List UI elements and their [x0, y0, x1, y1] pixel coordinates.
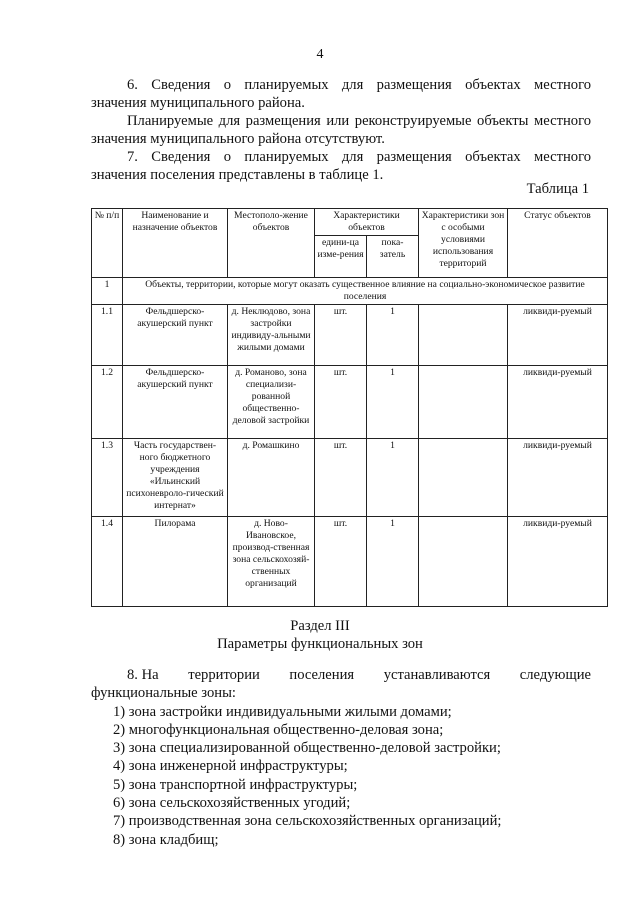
header-location: Местополо-жение объектов — [228, 209, 315, 278]
row-zones — [419, 439, 508, 517]
row-value: 1 — [367, 439, 419, 517]
header-num: № п/п — [92, 209, 123, 278]
zones-intro-word: территории — [188, 667, 260, 683]
page-number: 4 — [316, 47, 324, 62]
row-location: д. Ново-Ивановское, производ-ственная зона сельскохозяй-ственных организаций — [228, 517, 315, 607]
row-name: Фельдшерско-акушерский пункт — [123, 305, 228, 366]
table-caption: Таблица 1 — [526, 181, 589, 197]
row-zones — [419, 517, 508, 607]
list-item: 4) зона инженерной инфраструктуры; — [113, 758, 348, 775]
header-status: Статус объектов — [508, 209, 608, 278]
table-row — [92, 517, 608, 607]
zones-intro-line2: функциональные зоны: — [91, 685, 236, 702]
row-unit: шт. — [315, 517, 367, 607]
row-num: 1.3 — [92, 439, 123, 517]
row-zones — [419, 366, 508, 439]
paragraph-6-line1: 6. Сведения о планируемых для размещения объектах местного — [127, 77, 591, 93]
row-unit: шт. — [315, 305, 367, 366]
list-item: 2) многофункциональная общественно-деловая зона; — [113, 721, 444, 738]
section-heading — [0, 617, 640, 653]
row-name: Часть государствен-ного бюджетного учреждения «Ильинский психоневроло-гический интернат» — [123, 439, 228, 517]
row-location: д. Неклюдово, зона застройки индивиду-альными жилыми домами — [228, 305, 315, 366]
header-characteristics: Характеристики объектов — [315, 209, 419, 236]
intro-text — [91, 76, 591, 184]
group-num: 1 — [92, 278, 123, 305]
zones-intro-word: устанавливаются — [383, 667, 491, 683]
list-item: 7) производственная зона сельскохозяйственных организаций; — [113, 813, 502, 830]
list-item: 1) зона застройки индивидуальными жилыми домами; — [113, 703, 452, 720]
zones-intro-word: следующие — [519, 667, 591, 683]
row-name: Фельдшерско-акушерский пункт — [123, 366, 228, 439]
row-zones — [419, 305, 508, 366]
row-num: 1.4 — [92, 517, 123, 607]
row-status: ликвиди-руемый — [508, 305, 608, 366]
row-unit: шт. — [315, 439, 367, 517]
table-group-row — [92, 278, 608, 305]
paragraph-7-line1: 7. Сведения о планируемых для размещения объектах местного — [127, 149, 591, 165]
row-unit: шт. — [315, 366, 367, 439]
zones-list — [91, 666, 591, 849]
row-status: ликвиди-руемый — [508, 517, 608, 607]
paragraph-planned-line2: значения муниципального района отсутствуют. — [91, 131, 385, 147]
list-item: 3) зона специализированной общественно-деловой застройки; — [113, 740, 501, 757]
row-num: 1.1 — [92, 305, 123, 366]
row-location: д. Романово, зона специализи-рованной общественно-деловой застройки — [228, 366, 315, 439]
section-subtitle: Параметры функциональных зон — [217, 636, 423, 652]
row-value: 1 — [367, 305, 419, 366]
table-row — [92, 305, 608, 366]
zones-intro-word: 8. На — [127, 667, 159, 683]
list-item: 6) зона сельскохозяйственных угодий; — [113, 795, 351, 812]
table-header-row — [92, 209, 608, 236]
row-value: 1 — [367, 517, 419, 607]
zones-intro-line1 — [91, 666, 591, 684]
paragraph-planned-line1: Планируемые для размещения или реконструируемые объекты местного — [127, 113, 591, 129]
table-row — [92, 366, 608, 439]
header-indicator: пока-затель — [367, 236, 419, 278]
section-title: Раздел III — [290, 618, 350, 634]
zones-intro-word: поселения — [289, 667, 355, 683]
objects-table — [91, 208, 608, 607]
row-status: ликвиди-руемый — [508, 366, 608, 439]
row-status: ликвиди-руемый — [508, 439, 608, 517]
table-row — [92, 439, 608, 517]
row-name: Пилорама — [123, 517, 228, 607]
group-text: Объекты, территории, которые могут оказать существенное влияние на социально-экономическое развитие поселения — [123, 278, 608, 305]
header-name: Наименование и назначение объектов — [123, 209, 228, 278]
row-num: 1.2 — [92, 366, 123, 439]
paragraph-7-line2: значения поселения представлены в таблице 1. — [91, 167, 384, 183]
paragraph-6-line2: значения муниципального района. — [91, 95, 305, 111]
list-item: 8) зона кладбищ; — [113, 831, 219, 848]
header-unit: едини-ца изме-рения — [315, 236, 367, 278]
row-location: д. Ромашкино — [228, 439, 315, 517]
header-zones: Характеристики зон с особыми условиями использования территорий — [419, 209, 508, 278]
list-item: 5) зона транспортной инфраструктуры; — [113, 776, 358, 793]
row-value: 1 — [367, 366, 419, 439]
